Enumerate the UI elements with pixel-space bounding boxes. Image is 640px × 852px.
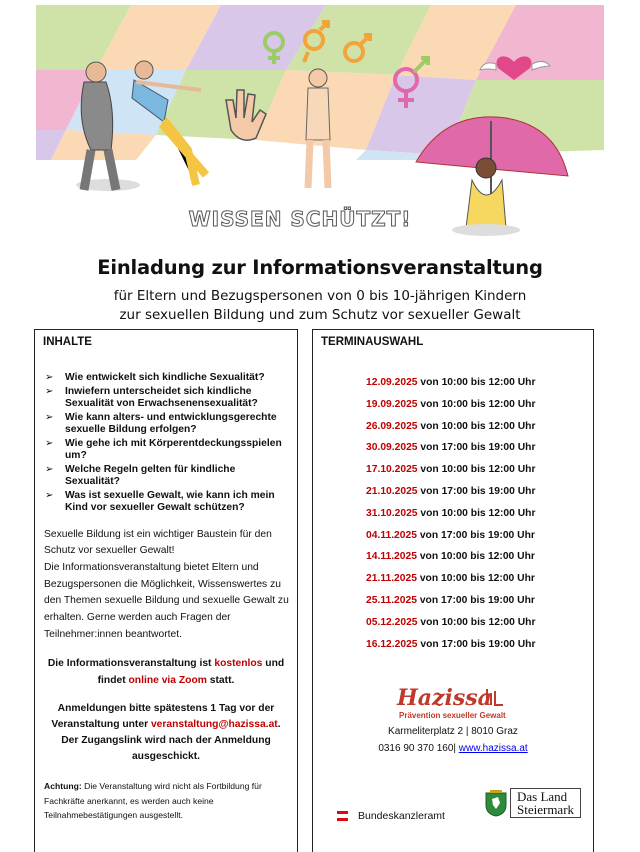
list-item: ➢ Inwiefern unterscheidet sich kindliche Sexualität von Erwachsenensexualität?: [45, 385, 258, 409]
date-row: 21.10.2025 von 17:00 bis 19:00 Uhr: [366, 485, 536, 497]
svg-text:Hazissa: Hazissa: [397, 685, 492, 711]
terminauswahl-heading: TERMINAUSWAHL: [321, 336, 424, 348]
date-row: 17.10.2025 von 10:00 bis 12:00 Uhr: [366, 464, 536, 476]
steiermark-crest-icon: [485, 789, 507, 817]
date-row: 05.12.2025 von 10:00 bis 12:00 Uhr: [366, 616, 536, 628]
steiermark-logo: Das Land Steiermark: [485, 788, 581, 818]
subtitle-line-2: zur sexuellen Bildung und zum Schutz vor sexueller Gewalt: [119, 307, 521, 323]
date-row: 04.11.2025 von 17:00 bis 19:00 Uhr: [366, 529, 535, 541]
attention-note: Achtung: Die Veranstaltung wird nicht als Fortbildung für Fachkräfte anerkannt, es werden auch keine Teilnahmebestätigungen ausgestellt.: [44, 781, 262, 821]
date-row: 12.09.2025 von 10:00 bis 12:00 Uhr: [366, 377, 536, 388]
list-item: ➢ Wie gehe ich mit Körperentdeckungsspielen um?: [45, 437, 282, 461]
austria-flag-icon: [337, 811, 348, 821]
registration-email-link[interactable]: veranstaltung@hazissa.at: [150, 719, 278, 731]
arrow-bullet-icon: ➢: [45, 411, 54, 423]
bundeskanzleramt-logo: Bundeskanzleramt: [337, 810, 445, 822]
arrow-bullet-icon: ➢: [45, 372, 54, 383]
website-link[interactable]: www.hazissa.at: [458, 743, 528, 754]
arrow-bullet-icon: ➢: [45, 463, 54, 475]
date-row: 14.11.2025 von 10:00 bis 12:00 Uhr: [366, 551, 535, 563]
date-list: [313, 372, 593, 655]
list-item: ➢ Wie entwickelt sich kindliche Sexualität?: [45, 372, 265, 383]
inhalte-heading: INHALTE: [43, 336, 92, 348]
hero-slogan: WISSEN SCHÜTZT!: [188, 207, 412, 231]
list-item: ➢ Wie kann alters- und entwicklungsgerechte sexuelle Bildung erfolgen?: [45, 411, 277, 435]
date-row: 21.11.2025 von 10:00 bis 12:00 Uhr: [366, 573, 535, 585]
free-online-notice: Die Informationsveranstaltung ist kostenlos und findet online via Zoom statt.: [47, 658, 285, 687]
hazissa-logo: [395, 685, 515, 721]
svg-text:Prävention sexueller Gewalt: Prävention sexueller Gewalt: [399, 711, 506, 720]
list-item: ➢ Welche Regeln gelten für kindliche Sexualität?: [45, 463, 236, 487]
arrow-bullet-icon: ➢: [45, 385, 54, 397]
inhalte-panel: [34, 329, 298, 852]
date-row: 25.11.2025 von 17:00 bis 19:00 Uhr: [366, 594, 535, 606]
date-row: 26.09.2025 von 10:00 bis 12:00 Uhr: [366, 420, 536, 432]
arrow-bullet-icon: ➢: [45, 437, 54, 449]
date-row: 30.09.2025 von 17:00 bis 19:00 Uhr: [366, 442, 536, 454]
hero-illustration: [36, 0, 604, 246]
list-item: ➢ Was ist sexuelle Gewalt, wie kann ich mein Kind vor sexueller Gewalt schützen?: [45, 489, 275, 513]
intro-paragraph: Sexuelle Bildung ist ein wichtiger Baustein für den Schutz vor sexueller Gewalt! Die Informationsveranstaltung bietet Eltern und Bezugspersonen die Möglichkeit, Wissenswertes zu den Themen sexuelle Bildung und sexuelle Gewalt zu erhalten. Gerne werden auch Fragen der Teilnehmer:innen beantwortet.: [44, 528, 289, 640]
registration-notice: Anmeldungen bitte spätestens 1 Tag vor der Veranstaltung unter veranstaltung@hazissa.at. Der Zugangslink wird nach der Anmeldung ausgeschickt.: [51, 703, 281, 763]
subtitle-line-1: für Eltern und Bezugspersonen von 0 bis 10-jährigen Kindern: [113, 288, 527, 304]
terminauswahl-panel: [312, 329, 594, 852]
date-row: 19.09.2025 von 10:00 bis 12:00 Uhr: [366, 398, 536, 410]
arrow-bullet-icon: ➢: [45, 489, 54, 501]
date-row: 16.12.2025 von 17:00 bis 19:00 Uhr: [366, 638, 536, 650]
page-title: Einladung zur Informationsveranstaltung: [97, 256, 543, 279]
address: Karmeliterplatz 2 | 8010 Graz: [388, 726, 518, 737]
date-row: 31.10.2025 von 10:00 bis 12:00 Uhr: [366, 507, 536, 519]
question-list: [35, 372, 297, 515]
contact-line: 0316 90 370 160| www.hazissa.at: [378, 743, 528, 754]
